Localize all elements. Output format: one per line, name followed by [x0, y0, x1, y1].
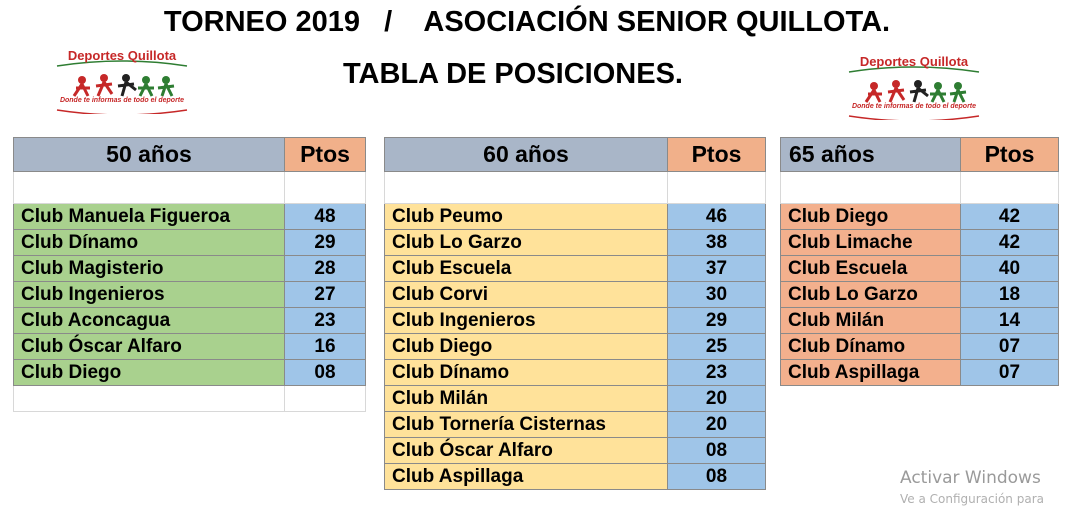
club-name: Club Aspillaga — [781, 360, 961, 386]
table-row — [781, 334, 1059, 360]
club-points: 29 — [668, 308, 766, 334]
table-row — [14, 204, 366, 230]
club-points: 46 — [668, 204, 766, 230]
club-points: 18 — [961, 282, 1059, 308]
blank-cell — [781, 172, 961, 204]
club-points: 20 — [668, 412, 766, 438]
blank-cell — [668, 172, 766, 204]
table-row — [14, 360, 366, 386]
club-points: 08 — [285, 360, 366, 386]
club-points: 14 — [961, 308, 1059, 334]
blank-row — [14, 386, 366, 412]
table-row — [14, 308, 366, 334]
category-header: 50 años — [14, 138, 285, 172]
logo-brand-text: Deportes Quillota — [67, 48, 177, 63]
table-row — [781, 230, 1059, 256]
club-points: 23 — [668, 360, 766, 386]
blank-cell — [285, 386, 366, 412]
club-points: 25 — [668, 334, 766, 360]
blank-row — [781, 172, 1059, 204]
club-points: 07 — [961, 360, 1059, 386]
blank-cell — [14, 386, 285, 412]
club-points: 23 — [285, 308, 366, 334]
table-row — [385, 438, 766, 464]
club-name: Club Diego — [14, 360, 285, 386]
table-row — [385, 334, 766, 360]
blank-row — [14, 172, 366, 204]
table-row — [385, 282, 766, 308]
club-name: Club Magisterio — [14, 256, 285, 282]
table-row — [781, 308, 1059, 334]
table-row — [385, 412, 766, 438]
club-name: Club Dínamo — [385, 360, 668, 386]
table-header-row — [385, 138, 766, 172]
club-points: 42 — [961, 230, 1059, 256]
club-name: Club Milán — [385, 386, 668, 412]
table-row — [14, 230, 366, 256]
category-header: 65 años — [781, 138, 961, 172]
club-name: Club Dínamo — [14, 230, 285, 256]
club-name: Club Ingenieros — [385, 308, 668, 334]
blank-cell — [285, 172, 366, 204]
club-points: 40 — [961, 256, 1059, 282]
club-points: 28 — [285, 256, 366, 282]
standings-table-60 — [384, 137, 766, 490]
club-points: 29 — [285, 230, 366, 256]
club-points: 07 — [961, 334, 1059, 360]
club-name: Club Óscar Alfaro — [14, 334, 285, 360]
table-header-row — [781, 138, 1059, 172]
standings-table-50 — [13, 137, 366, 412]
points-header: Ptos — [961, 138, 1059, 172]
blank-cell — [385, 172, 668, 204]
blank-cell — [14, 172, 285, 204]
activate-windows-hint: Ve a Configuración para — [900, 492, 1044, 506]
deportes-quillota-logo — [52, 44, 192, 114]
club-name: Club Aconcagua — [14, 308, 285, 334]
club-points: 20 — [668, 386, 766, 412]
deportes-quillota-logo-right — [844, 50, 984, 120]
club-name: Club Tornería Cisternas — [385, 412, 668, 438]
table-row — [385, 204, 766, 230]
category-header: 60 años — [385, 138, 668, 172]
club-points: 48 — [285, 204, 366, 230]
club-points: 30 — [668, 282, 766, 308]
blank-row — [385, 172, 766, 204]
club-name: Club Limache — [781, 230, 961, 256]
club-name: Club Peumo — [385, 204, 668, 230]
table-row — [14, 334, 366, 360]
logo-tagline: Donde te informas de todo el deporte — [851, 103, 977, 110]
club-name: Club Aspillaga — [385, 464, 668, 490]
table-row — [781, 360, 1059, 386]
logo-brand-text: Deportes Quillota — [859, 54, 969, 69]
table-row — [385, 386, 766, 412]
table-row — [385, 308, 766, 334]
club-points: 38 — [668, 230, 766, 256]
club-points: 08 — [668, 438, 766, 464]
club-name: Club Óscar Alfaro — [385, 438, 668, 464]
club-name: Club Diego — [385, 334, 668, 360]
club-name: Club Escuela — [781, 256, 961, 282]
club-name: Club Corvi — [385, 282, 668, 308]
table-row — [781, 256, 1059, 282]
blank-cell — [961, 172, 1059, 204]
club-name: Club Ingenieros — [14, 282, 285, 308]
club-name: Club Milán — [781, 308, 961, 334]
club-points: 37 — [668, 256, 766, 282]
club-name: Club Escuela — [385, 256, 668, 282]
points-header: Ptos — [285, 138, 366, 172]
table-row — [14, 256, 366, 282]
table-row — [385, 230, 766, 256]
page-title: TORNEO 2019 / ASOCIACIÓN SENIOR QUILLOTA. — [163, 6, 891, 38]
club-points: 16 — [285, 334, 366, 360]
club-name: Club Lo Garzo — [781, 282, 961, 308]
club-name: Club Lo Garzo — [385, 230, 668, 256]
club-name: Club Manuela Figueroa — [14, 204, 285, 230]
club-name: Club Diego — [781, 204, 961, 230]
points-header: Ptos — [668, 138, 766, 172]
table-row — [385, 256, 766, 282]
table-row — [781, 204, 1059, 230]
club-points: 42 — [961, 204, 1059, 230]
page-subtitle: TABLA DE POSICIONES. — [343, 58, 683, 90]
club-points: 08 — [668, 464, 766, 490]
table-row — [385, 360, 766, 386]
logo-tagline: Donde te informas de todo el deporte — [59, 97, 185, 104]
standings-table-65 — [780, 137, 1059, 386]
table-header-row — [14, 138, 366, 172]
activate-windows-watermark: Activar Windows — [900, 468, 1041, 488]
club-points: 27 — [285, 282, 366, 308]
table-row — [385, 464, 766, 490]
table-row — [14, 282, 366, 308]
table-row — [781, 282, 1059, 308]
club-name: Club Dínamo — [781, 334, 961, 360]
